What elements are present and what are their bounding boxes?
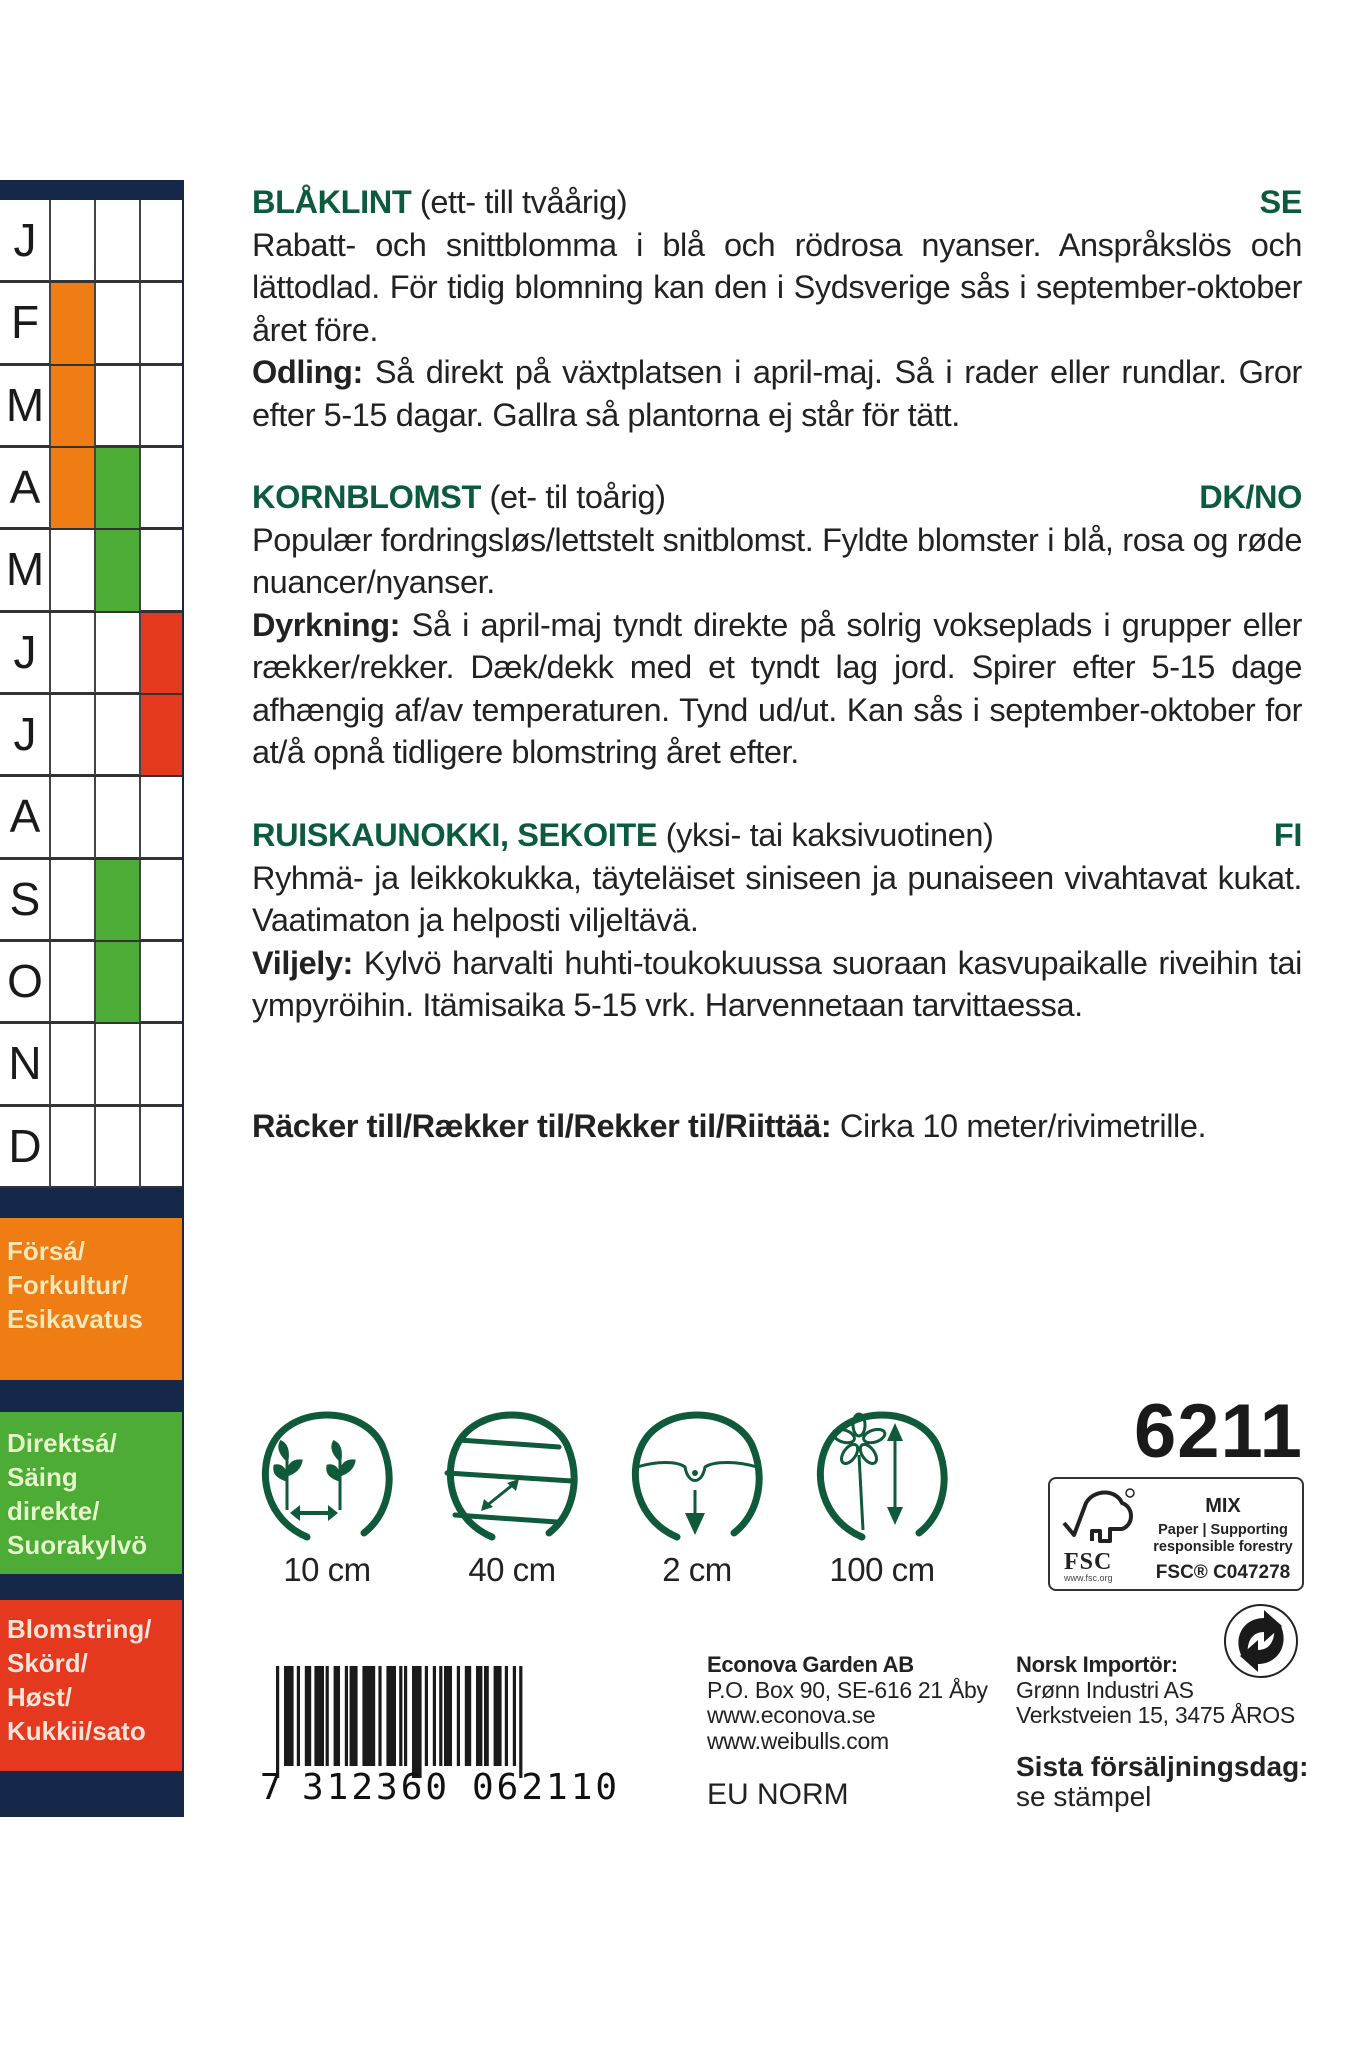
plant-name: KORNBLOMST <box>252 479 481 515</box>
company-postal: P.O. Box 90, SE-616 21 Åby <box>707 1676 988 1703</box>
calendar-divider <box>0 446 182 448</box>
calendar-row <box>0 776 182 858</box>
section-fi <box>252 814 1302 1027</box>
calendar-mark-blomstring <box>140 694 182 776</box>
month-calendar-grid <box>0 200 182 1188</box>
company-website-econova[interactable]: www.econova.se <box>707 1702 876 1728</box>
description: Populær fordringsløs/lettstelt snitblomst. Fyldte blomster i blå, rosa og røde nuancer/nyanser. <box>252 521 1302 600</box>
month-label: O <box>7 955 43 1008</box>
legend-blomstring-line: Høst/ <box>7 1682 72 1712</box>
fsc-mix-text <box>1146 1495 1300 1584</box>
barcode-digits-left: 312360 <box>302 1767 451 1808</box>
calendar-row <box>0 200 182 282</box>
barcode-digit-first: 7 <box>260 1767 282 1808</box>
legend-direktsa-line: direkte/ <box>7 1496 100 1526</box>
coverage-value: Cirka 10 meter/rivimetrille. <box>831 1108 1207 1144</box>
legend-blomstring <box>0 1600 182 1771</box>
legend-forsa-line: Forkultur/ <box>7 1270 129 1300</box>
row-spacing-value: 40 cm <box>468 1551 556 1588</box>
importer-address <box>1016 1652 1295 1729</box>
section-dk-no <box>252 476 1302 774</box>
legend-blomstring-line: Blomstring/ <box>7 1614 152 1644</box>
description: Ryhmä- ja leikkokukka, täyteläiset siniseen ja punaiseen vivahtavat kukat. Vaatimaton ja helposti viljeltävä. <box>252 859 1302 938</box>
legend-forsa-line: Esikavatus <box>7 1304 143 1334</box>
section-heading <box>252 181 1302 224</box>
fsc-mix-label: MIX <box>1205 1495 1241 1517</box>
fsc-letters: FSC <box>1064 1549 1113 1575</box>
plant-height-icon <box>807 1395 957 1545</box>
plant-lifecycle: (ett- till tvåårig) <box>411 184 628 220</box>
calendar-divider <box>0 940 182 942</box>
month-label: N <box>8 1037 42 1090</box>
last-sale-value: se stämpel <box>1016 1781 1152 1812</box>
importer-name: Grønn Industri AS <box>1016 1676 1194 1703</box>
heading-title <box>252 476 666 519</box>
ean-barcode <box>262 1652 642 1812</box>
calendar-divider <box>0 1105 182 1107</box>
company-address <box>707 1652 988 1754</box>
month-label: M <box>5 543 45 596</box>
cultivation-label: Viljely: <box>252 944 353 981</box>
row-spacing <box>437 1395 587 1589</box>
month-label: J <box>13 708 37 761</box>
month-label: S <box>9 872 41 925</box>
legend-blomstring-line: Kukkii/sato <box>7 1716 146 1746</box>
section-heading <box>252 814 1302 857</box>
plant-spacing <box>252 1395 402 1589</box>
fsc-label <box>1048 1477 1304 1591</box>
legend-direktsa-line: Säing <box>7 1462 78 1492</box>
row-spacing-icon <box>437 1395 587 1545</box>
importer-label: Norsk Importör: <box>1016 1652 1178 1677</box>
cultivation-label: Odling: <box>252 354 363 390</box>
calendar-mark-direktsa <box>95 859 140 941</box>
last-sale-label: Sista försäljningsdag: <box>1016 1751 1309 1782</box>
calendar-mark-blomstring <box>140 612 182 694</box>
cultivation-text: Så direkt på växtplatsen i april-maj. Så i rader eller rundlar. Gror efter 5-15 dagar. Gallra så plantorna ej står för tätt. <box>252 354 1302 433</box>
calendar-mark-forsa <box>50 365 95 447</box>
cultivation <box>252 942 1302 1027</box>
plant-height-value: 100 cm <box>829 1551 935 1588</box>
coverage <box>252 1105 1302 1148</box>
calendar-divider <box>0 611 182 613</box>
legend-direktsa-line: Direktsá/ <box>7 1428 117 1458</box>
fsc-website: www.fsc.org <box>1064 1573 1113 1583</box>
legend-forsa <box>0 1218 182 1380</box>
article-number: 6211 <box>1134 1389 1303 1474</box>
section-heading <box>252 476 1302 519</box>
fsc-line2: responsible forestry <box>1153 1539 1293 1555</box>
heading-title <box>252 814 993 857</box>
cultivation <box>252 351 1302 436</box>
section-se <box>252 181 1302 436</box>
legend-forsa-line: Försá/ <box>7 1236 86 1266</box>
calendar-mark-forsa <box>50 282 95 364</box>
cultivation-text: Så i april-maj tyndt direkte på solrig vokseplads i grupper eller rækker/rekker. Dæk/dekk med et tyndt lag jord. Spirer efter 5-15 dage afhængig af/av temperaturen. Tynd ud/ut. Kan sås i september-oktober for at/å opnå tidligere blomstring året efter. <box>252 606 1302 770</box>
calendar-row <box>0 529 182 611</box>
calendar-divider <box>0 364 182 366</box>
eu-norm: EU NORM <box>707 1778 849 1811</box>
month-label: F <box>10 296 40 349</box>
language-code: SE <box>1259 184 1302 220</box>
month-label: A <box>9 790 41 843</box>
calendar-divider <box>0 1022 182 1024</box>
calendar-row <box>0 859 182 941</box>
calendar-row <box>0 1023 182 1105</box>
language-code: DK/NO <box>1199 479 1302 515</box>
fsc-line1: Paper | Supporting <box>1158 1522 1288 1538</box>
legend-blomstring-line: Skörd/ <box>7 1648 88 1678</box>
month-label: J <box>13 214 37 267</box>
calendar-mark-direktsa <box>95 529 140 611</box>
calendar-row <box>0 1106 182 1188</box>
plant-height <box>807 1395 957 1589</box>
legend-direktsa <box>0 1412 182 1574</box>
calendar-mark-direktsa <box>95 941 140 1023</box>
heading-title <box>252 181 627 224</box>
month-label: A <box>9 461 41 514</box>
barcode-bars <box>262 1652 642 1782</box>
barcode-digits-right: 062110 <box>472 1767 621 1808</box>
sowing-depth-icon <box>622 1395 772 1545</box>
calendar-mark-forsa <box>50 447 95 529</box>
calendar-divider <box>0 858 182 860</box>
month-label: J <box>13 625 37 678</box>
calendar-divider <box>0 528 182 530</box>
company-name: Econova Garden AB <box>707 1652 914 1677</box>
sowing-depth <box>622 1395 772 1589</box>
sowing-calendar-strip <box>0 180 184 1817</box>
calendar-divider <box>0 693 182 695</box>
month-label: M <box>5 378 45 431</box>
importer-street: Verkstveien 15, 3475 ÅROS <box>1016 1702 1295 1728</box>
cultivation-text: Kylvö harvalti huhti-toukokuussa suoraan kasvupaikalle riveihin tai ympyröihin. Itämisaika 5-15 vrk. Harvennetaan tarvittaessa. <box>252 944 1302 1023</box>
calendar-row <box>0 941 182 1023</box>
calendar-mark-direktsa <box>95 447 140 529</box>
cultivation <box>252 604 1302 774</box>
month-label: D <box>8 1119 42 1172</box>
plant-name: RUISKAUNOKKI, SEKOITE <box>252 817 658 853</box>
plant-name: BLÅKLINT <box>252 184 412 220</box>
cultivation-label: Dyrkning: <box>252 606 401 643</box>
calendar-divider <box>0 775 182 777</box>
language-code: FI <box>1273 817 1302 853</box>
plant-spacing-icon <box>252 1395 402 1545</box>
fsc-code: FSC® C047278 <box>1155 1562 1291 1583</box>
plant-lifecycle: (et- til toårig) <box>480 479 666 515</box>
plant-lifecycle: (yksi- tai kaksivuotinen) <box>657 817 994 853</box>
legend-direktsa-line: Suorakylvö <box>7 1530 148 1560</box>
calendar-divider <box>0 281 182 283</box>
sowing-depth-value: 2 cm <box>662 1551 732 1588</box>
description: Rabatt- och snittblomma i blå och rödrosa nyanser. Anspråkslös och lättodlad. För tidig blomning kan den i Sydsverige sås i september-oktober året före. <box>252 226 1302 348</box>
company-website-weibulls[interactable]: www.weibulls.com <box>707 1727 889 1754</box>
plant-spacing-value: 10 cm <box>283 1551 371 1588</box>
last-sale-date <box>1016 1752 1309 1812</box>
coverage-label: Räcker till/Rækker til/Rekker til/Riittää: <box>252 1108 832 1144</box>
growing-info-icons <box>252 1395 982 1615</box>
fsc-tree-icon <box>1060 1485 1140 1553</box>
